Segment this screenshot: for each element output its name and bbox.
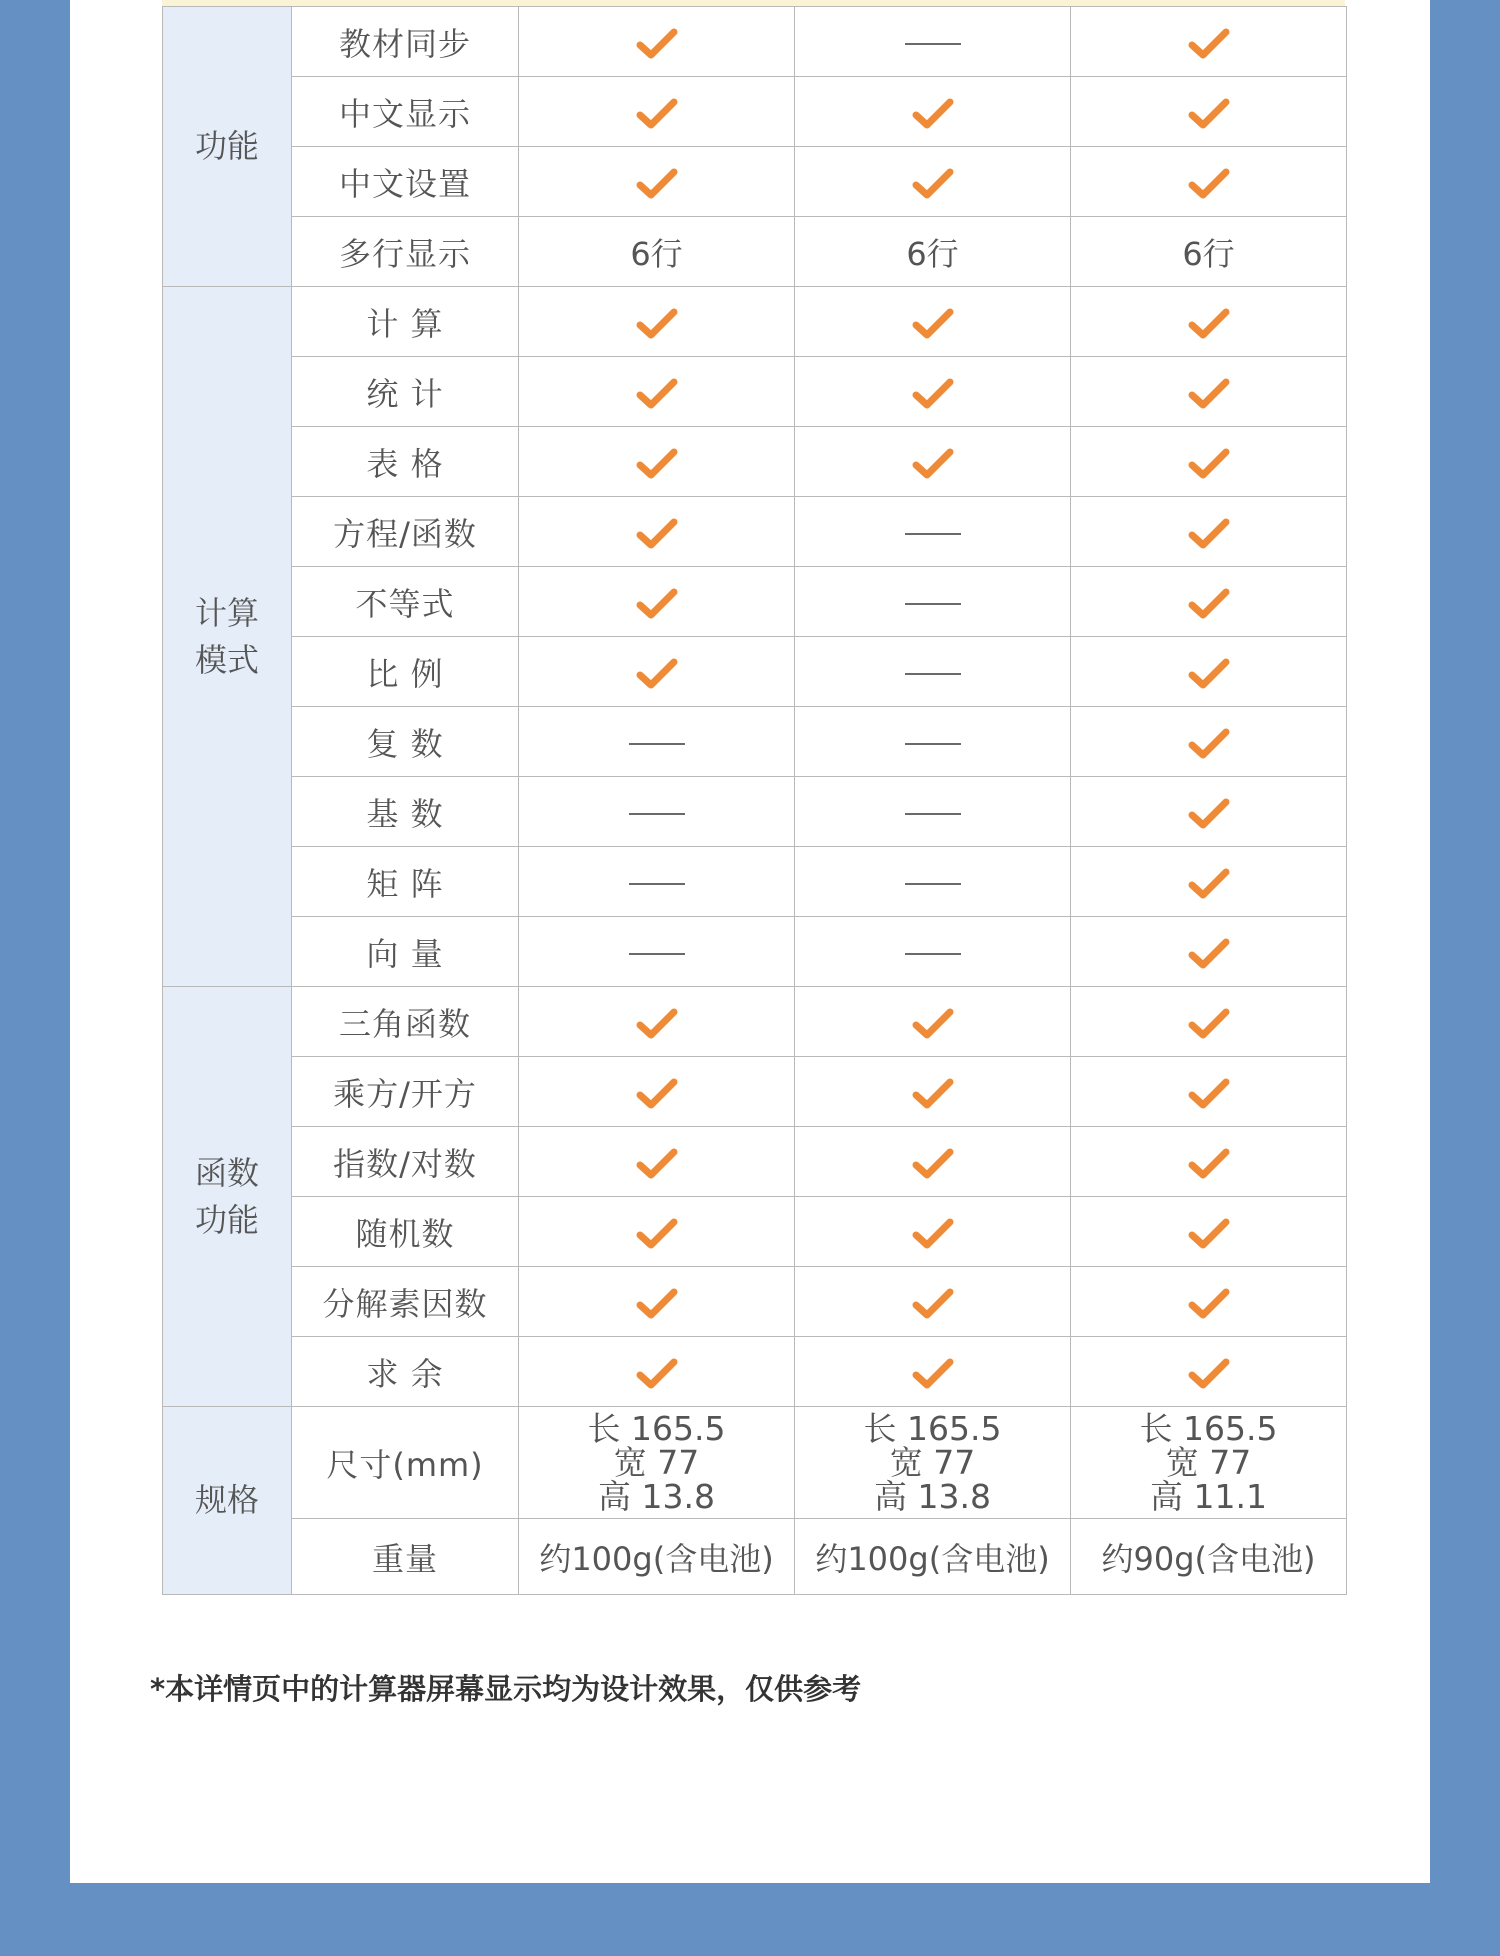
table-row [163,1337,1347,1407]
model-2-value-cell [795,1057,1071,1127]
check-icon [1188,377,1230,411]
model-3-value-cell [1071,217,1347,287]
model-1-value-cell [519,77,795,147]
check-icon [912,167,954,201]
model-3-weight-cell: 约90g(含电池) [1071,1519,1347,1595]
dash-icon [629,883,685,885]
size-line: 宽 77 [1165,1442,1252,1482]
table-row [163,707,1347,777]
model-3-value-cell [1071,567,1347,637]
feature-name-cell: 随机数 [292,1197,519,1267]
check-icon [1188,307,1230,341]
model-2-value-cell [795,987,1071,1057]
model-2-value-cell [795,147,1071,217]
model-2-value-cell [795,77,1071,147]
model-2-value-cell [795,637,1071,707]
feature-name-cell: 分解素因数 [292,1267,519,1337]
check-icon [1188,167,1230,201]
model-1-value-cell [519,357,795,427]
model-1-value-cell [519,637,795,707]
comparison-table [162,6,1347,1595]
group-label-cell [163,987,292,1407]
model-2-value-cell [795,707,1071,777]
model-1-value-cell [519,147,795,217]
model-1-value-cell [519,987,795,1057]
model-1-value-cell [519,217,795,287]
model-1-value-cell [519,917,795,987]
dash-icon [629,953,685,955]
table-row [163,287,1347,357]
check-icon [912,1147,954,1181]
group-label-cell [163,287,292,987]
model-2-value-cell [795,217,1071,287]
feature-name-cell: 中文显示 [292,77,519,147]
size-values [1071,1408,1346,1516]
table-row [163,77,1347,147]
size-line: 高 11.1 [1150,1476,1267,1516]
table-row [163,637,1347,707]
check-icon [912,447,954,481]
check-icon [1188,517,1230,551]
table-row [163,497,1347,567]
check-icon [1188,1217,1230,1251]
check-icon [1188,587,1230,621]
cell-text: 6行 [1182,234,1235,273]
model-3-value-cell [1071,777,1347,847]
check-icon [1188,97,1230,131]
check-icon [912,1077,954,1111]
model-3-value-cell [1071,1197,1347,1267]
group-label-cell: 规格 [163,1407,292,1595]
feature-name-cell: 方程/函数 [292,497,519,567]
model-2-value-cell [795,497,1071,567]
feature-name-cell: 重量 [292,1519,519,1595]
size-line: 宽 77 [889,1442,976,1482]
check-icon [636,27,678,61]
table-row [163,777,1347,847]
model-1-weight-cell: 约100g(含电池) [519,1519,795,1595]
check-icon [912,1007,954,1041]
model-3-value-cell [1071,497,1347,567]
group-label: 函数 [194,1153,259,1192]
table-row [163,1407,1347,1519]
model-3-value-cell [1071,77,1347,147]
dash-icon [905,673,961,675]
table-row [163,1519,1347,1595]
check-icon [636,377,678,411]
check-icon [636,447,678,481]
check-icon [912,307,954,341]
model-1-size-cell [519,1407,795,1519]
model-2-value-cell [795,1127,1071,1197]
model-1-value-cell [519,1267,795,1337]
table-row [163,847,1347,917]
comparison-table-body [163,7,1347,1595]
dash-icon [905,603,961,605]
model-3-value-cell [1071,1337,1347,1407]
model-1-value-cell [519,497,795,567]
check-icon [636,517,678,551]
table-row [163,1197,1347,1267]
check-icon [1188,727,1230,761]
dash-icon [905,883,961,885]
model-1-value-cell [519,777,795,847]
model-3-value-cell [1071,1057,1347,1127]
model-3-value-cell [1071,917,1347,987]
model-3-value-cell [1071,707,1347,777]
cell-text: 6行 [906,234,959,273]
model-2-value-cell [795,287,1071,357]
group-label-cell [163,7,292,287]
model-2-value-cell [795,427,1071,497]
model-2-value-cell [795,1197,1071,1267]
check-icon [636,657,678,691]
feature-name-cell: 求 余 [292,1337,519,1407]
group-label: 计算 [194,593,259,632]
model-1-value-cell [519,567,795,637]
check-icon [1188,657,1230,691]
model-3-value-cell [1071,147,1347,217]
size-line: 高 13.8 [874,1476,991,1516]
feature-name-cell: 比 例 [292,637,519,707]
check-icon [912,97,954,131]
model-1-value-cell [519,1337,795,1407]
model-2-size-cell [795,1407,1071,1519]
check-icon [636,1357,678,1391]
feature-name-cell: 表 格 [292,427,519,497]
table-row [163,1057,1347,1127]
check-icon [1188,1147,1230,1181]
feature-name-cell: 矩 阵 [292,847,519,917]
table-row [163,357,1347,427]
feature-name-cell: 乘方/开方 [292,1057,519,1127]
check-icon [1188,447,1230,481]
check-icon [636,167,678,201]
check-icon [1188,1007,1230,1041]
feature-name-cell: 向 量 [292,917,519,987]
model-2-value-cell [795,847,1071,917]
check-icon [636,587,678,621]
feature-name-cell: 指数/对数 [292,1127,519,1197]
model-3-value-cell [1071,1267,1347,1337]
check-icon [912,1287,954,1321]
check-icon [912,377,954,411]
feature-name-cell: 计 算 [292,287,519,357]
footnote: *本详情页中的计算器屏幕显示均为设计效果，仅供参考 [150,1672,862,1706]
model-3-value-cell [1071,357,1347,427]
model-3-value-cell [1071,847,1347,917]
table-row [163,217,1347,287]
dash-icon [905,813,961,815]
cell-text: 6行 [630,234,683,273]
model-3-value-cell [1071,7,1347,77]
check-icon [1188,937,1230,971]
model-2-value-cell [795,1337,1071,1407]
model-2-value-cell [795,357,1071,427]
check-icon [1188,1287,1230,1321]
check-icon [1188,867,1230,901]
dash-icon [905,953,961,955]
table-row [163,7,1347,77]
model-2-value-cell [795,1267,1071,1337]
model-1-value-cell [519,7,795,77]
model-3-value-cell [1071,287,1347,357]
feature-name-cell: 不等式 [292,567,519,637]
table-row [163,567,1347,637]
model-2-weight-cell: 约100g(含电池) [795,1519,1071,1595]
table-row [163,1127,1347,1197]
model-1-value-cell [519,1127,795,1197]
model-1-value-cell [519,427,795,497]
model-3-value-cell [1071,427,1347,497]
check-icon [636,1217,678,1251]
table-row [163,917,1347,987]
size-line: 宽 77 [613,1442,700,1482]
table-row [163,1267,1347,1337]
model-3-value-cell [1071,987,1347,1057]
check-icon [636,1287,678,1321]
feature-name-cell: 中文设置 [292,147,519,217]
check-icon [636,1077,678,1111]
model-2-value-cell [795,567,1071,637]
dash-icon [629,813,685,815]
model-1-value-cell [519,1197,795,1267]
table-row [163,987,1347,1057]
dash-icon [629,743,685,745]
feature-name-cell: 教材同步 [292,7,519,77]
group-label: 功能 [194,127,259,165]
dash-icon [905,43,961,45]
group-label: 模式 [194,640,259,679]
size-line: 长 165.5 [1139,1408,1278,1448]
model-3-value-cell [1071,1127,1347,1197]
model-3-value-cell [1071,637,1347,707]
check-icon [1188,1357,1230,1391]
group-label: 功能 [194,1200,259,1239]
model-2-value-cell [795,917,1071,987]
model-1-value-cell [519,287,795,357]
table-row [163,147,1347,217]
model-1-value-cell [519,1057,795,1127]
check-icon [636,1007,678,1041]
size-values [795,1408,1070,1516]
check-icon [1188,797,1230,831]
feature-name-cell: 基 数 [292,777,519,847]
dash-icon [905,743,961,745]
size-values [519,1408,794,1516]
size-line: 高 13.8 [598,1476,715,1516]
model-1-value-cell [519,847,795,917]
model-3-size-cell [1071,1407,1347,1519]
dash-icon [905,533,961,535]
feature-name-cell: 统 计 [292,357,519,427]
model-2-value-cell [795,7,1071,77]
check-icon [636,1147,678,1181]
check-icon [912,1217,954,1251]
check-icon [1188,1077,1230,1111]
size-line: 长 165.5 [863,1408,1002,1448]
feature-name-cell: 三角函数 [292,987,519,1057]
feature-name-cell: 多行显示 [292,217,519,287]
feature-name-cell: 复 数 [292,707,519,777]
size-line: 长 165.5 [587,1408,726,1448]
model-1-value-cell [519,707,795,777]
check-icon [636,307,678,341]
table-row [163,427,1347,497]
check-icon [1188,27,1230,61]
model-2-value-cell [795,777,1071,847]
check-icon [636,97,678,131]
feature-name-cell: 尺寸(mm) [292,1407,519,1519]
check-icon [912,1357,954,1391]
